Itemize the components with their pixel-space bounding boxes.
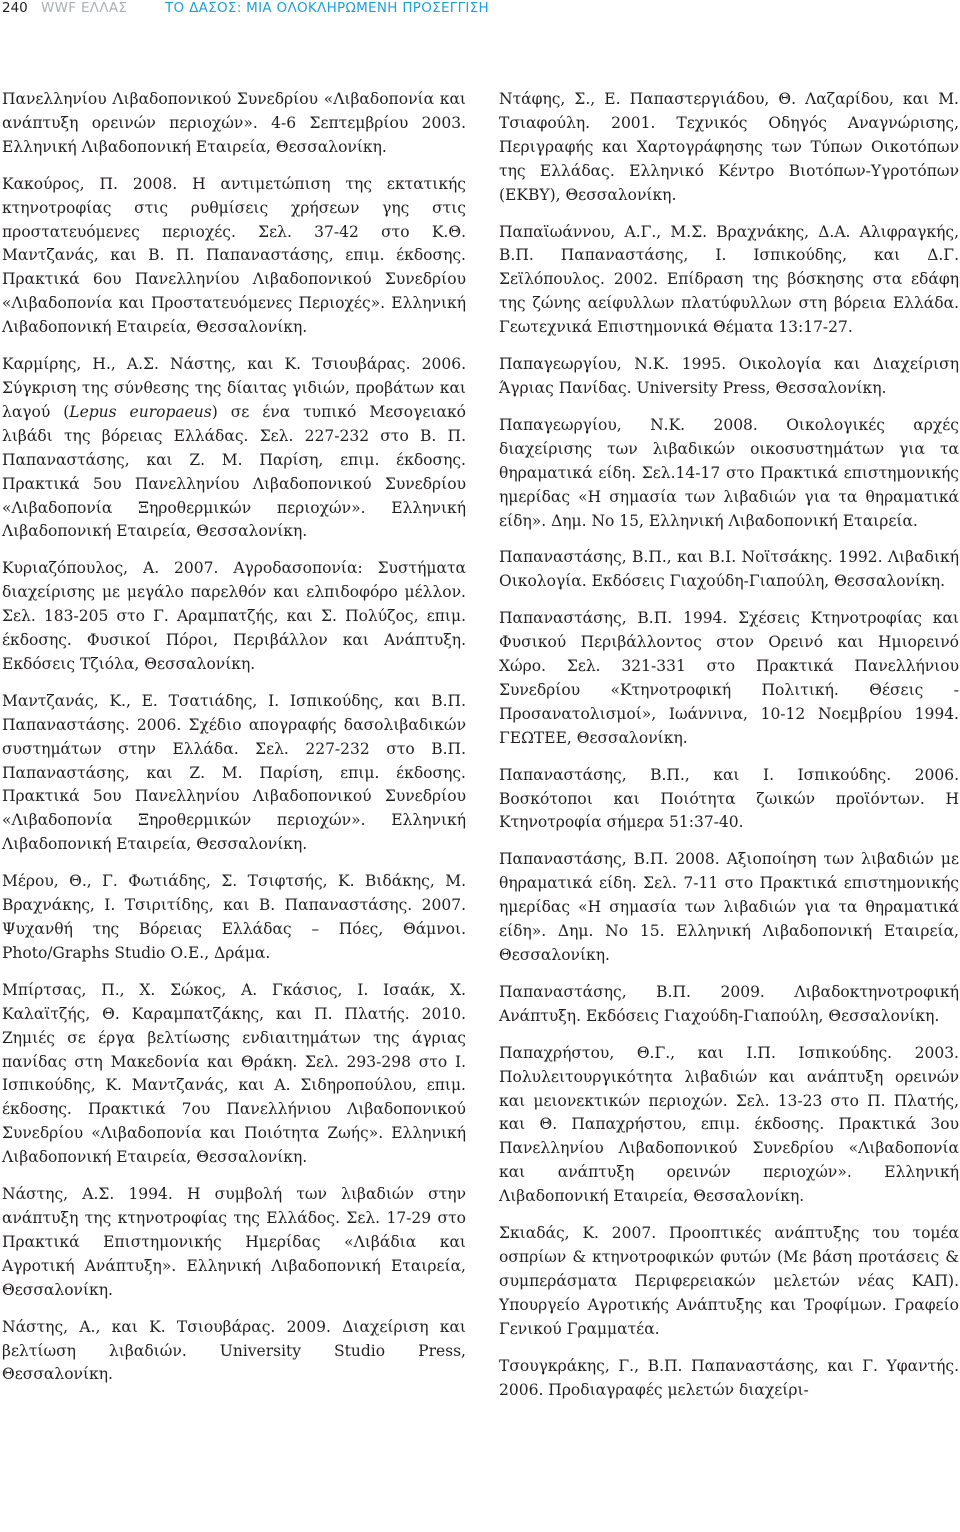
running-header — [0, 0, 960, 22]
reference-entry: Νάστης, Α.Σ. 1994. Η συμβολή των λιβαδιών στην ανάπτυξη της κτηνοτροφίας της Ελλάδος. Σελ. 17-29 στο Πρακτικά Επιστημονικής Ημερίδας «Λιβάδια και Αγροτική Ανάπτυξη». Ελληνική Λιβαδοπονική Εταιρεία, Θεσσαλονίκη. — [2, 1185, 466, 1299]
page-number: 240 — [2, 0, 28, 16]
reference-text: Καρμίρης, Η., Α.Σ. Νάστης, και Κ. Τσιουβάρας. 2006. Σύγκριση της σύνθεσης της δίαιτας γιδιών, προβάτων και λαγού ( — [2, 355, 466, 421]
reference-entry: Ντάφης, Σ., Ε. Παπαστεργιάδου, Θ. Λαζαρίδου, και Μ. Τσιαφούλη. 2001. Τεχνικός Οδηγός Αναγνώρισης, Περιγραφής και Χαρτογράφησης των Τύπων Οικοτόπων της Ελλάδας. Ελληνικό Κέντρο Βιοτόπων-Υγροτόπων (ΕΚΒΥ), Θεσσαλονίκη. — [499, 90, 959, 204]
reference-entry: Κακούρος, Π. 2008. Η αντιμετώπιση της εκτατικής κτηνοτροφίας στις ρυθμίσεις χρήσεων γης στις προστατευόμενες περιοχές. Σελ. 37-42 στο Κ.Θ. Μαντζανάς, και Β. Π. Παπαναστάσης, επιμ. έκδοσης. Πρακτικά 6ου Πανελληνίου Λιβαδοπονικού Συνεδρίου «Λιβαδοπονία και Προστατευόμενες Περιοχές». Ελληνική Λιβαδοπονική Εταιρεία, Θεσσαλονίκη. — [2, 174, 466, 337]
reference-entry: Νάστης, Α., και Κ. Τσιουβάρας. 2009. Διαχείριση και βελτίωση λιβαδιών. University Studio Press, Θεσσαλονίκη. — [2, 1317, 466, 1384]
reference-entry: Τσουγκράκης, Γ., Β.Π. Παπαναστάσης, και Γ. Υφαντής. 2006. Προδιαγραφές μελετών διαχείρι- — [499, 1356, 959, 1399]
reference-entry: Παπαχρήστου, Θ.Γ., και Ι.Π. Ισπικούδης. 2003. Πολυλειτουργικότητα λιβαδιών και ανάπτυξη ορεινών και μειονεκτικών περιοχών. Σελ. 13-23 στο Π. Πλατής, και Θ. Παπαχρήστου, επιμ. έκδοσης. Πρακτικά 3ου Πανελληνίου Λιβαδοπονικού Συνεδρίου «Λιβαδοπονία και ανάπτυξη ορεινών περιοχών». Ελληνική Λιβαδοπονική Εταιρεία, Θεσσαλονίκη. — [499, 1043, 959, 1206]
reference-entry: Παπαγεωργίου, Ν.Κ. 1995. Οικολογία και Διαχείριση Άγριας Πανίδας. University Press, Θεσσαλονίκη. — [499, 355, 959, 397]
reference-entry: Παπαγεωργίου, Ν.Κ. 2008. Οικολογικές αρχές διαχείρισης των λιβαδικών οικοσυστημάτων για τα θηραματικά είδη. Σελ.14-17 στο Πρακτικά επιστημονικής ημερίδας «Η σημασία των λιβαδιών για τα θηραματικά είδη». Δημ. Νο 15, Ελληνική Λιβαδοπονική Εταιρεία. — [499, 415, 959, 530]
reference-entry: Μαντζανάς, Κ., Ε. Τσατιάδης, Ι. Ισπικούδης, και Β.Π. Παπαναστάσης. 2006. Σχέδιο απογραφής δασολιβαδικών συστημάτων στην Ελλάδα. Σελ. 227-232 στο Β.Π. Παπαναστάσης, και Ζ. Μ. Παρίση, επιμ. έκδοσης. Πρακτικά 5ου Πανελληνίου Λιβαδοπονικού Συνεδρίου «Λιβαδοπονία Ξηροθερμικών περιοχών». Ελληνική Λιβαδοπονική Εταιρεία, Θεσσαλονίκη. — [2, 691, 466, 854]
reference-entry: Πανελληνίου Λιβαδοπονικού Συνεδρίου «Λιβαδοπονία και ανάπτυξη ορεινών περιοχών». 4-6 Σεπτεμβρίου 2003. Ελληνική Λιβαδοπονική Εταιρεία, Θεσσαλονίκη. — [2, 90, 466, 156]
reference-entry: Παπαναστάσης, Β.Π. 1994. Σχέσεις Κτηνοτροφίας και Φυσικού Περιβάλλοντος στον Ορεινό και Ημιορεινό Χώρο. Σελ. 321-331 στο Πρακτικά Πανελλήνιου Συνεδρίου «Κτηνοτροφική Πολιτική. Θέσεις - Προσανατολισμοί», Ιωάννινα, 10-12 Νοεμβρίου 1994. ΓΕΩΤΕΕ, Θεσσαλονίκη. — [499, 609, 959, 747]
left-column — [2, 88, 466, 1400]
reference-entry: Παπαναστάσης, Β.Π., και Ι. Ισπικούδης. 2006. Βοσκότοποι και Ποιότητα ζωικών προϊόντων. Η Κτηνοτροφία σήμερα 51:37-40. — [499, 765, 959, 832]
reference-entry: Σκιαδάς, Κ. 2007. Προοπτικές ανάπτυξης του τομέα οσπρίων & κτηνοτροφικών φυτών (Με βάση προτάσεις & συμπεράσματα Περιφερειακών μελετών νέας ΚΑΠ). Υπουργείο Αγροτικής Ανάπτυξης και Τροφίμων. Γραφείο Γενικού Γραμματέα. — [499, 1224, 959, 1338]
species-name: Lepus europaeus — [69, 402, 212, 421]
reference-entry: Παπαναστάσης, Β.Π. 2008. Αξιοποίηση των λιβαδιών με θηραματικά είδη. Σελ. 7-11 στο Πρακτικά επιστημονικής ημερίδας «Η σημασία των λιβαδιών για τα θηραματικά είδη». Δημ. Νο 15. Ελληνική Λιβαδοπονική Εταιρεία, Θεσσαλονίκη. — [499, 850, 959, 964]
reference-entry: Κυριαζόπουλος, Α. 2007. Αγροδασοπονία: Συστήματα διαχείρισης με μεγάλο παρελθόν και ελπιδοφόρο μέλλον. Σελ. 183-205 στο Γ. Αραμπατζής, και Σ. Πολύζος, επιμ. έκδοσης. Φυσικοί Πόροι, Περιβάλλον και Ανάπτυξη. Εκδόσεις Τζιόλα, Θεσσαλονίκη. — [2, 559, 466, 673]
right-column — [499, 88, 959, 1415]
reference-entry: Παπαϊωάννου, Α.Γ., Μ.Σ. Βραχνάκης, Δ.Α. Αλιφραγκής, Β.Π. Παπαναστάσης, Ι. Ισπικούδης, και Δ.Γ. Σεϊλόπουλος. 2002. Επίδραση της βόσκησης στα εδάφη της ζώνης αείφυλλων πλατύφυλλων στη βόρεια Ελλάδα. Γεωτεχνικά Επιστημονικά Θέματα 13:17-27. — [499, 222, 959, 337]
book-title: ΤΟ ΔΑΣΟΣ: ΜΙΑ ΟΛΟΚΛΗΡΩΜΕΝΗ ΠΡΟΣΕΓΓΙΣΗ — [165, 0, 489, 16]
reference-text: ) σε ένα τυπικό Μεσογειακό λιβάδι της βόρειας Ελλάδας. Σελ. 227-232 στο Β. Π. Παπαναστάσης, και Ζ. Μ. Παρίση, επιμ. έκδοσης. Πρακτικά 5ου Πανελληνίου Λιβαδοπονικού Συνεδρίου «Λιβαδοπονία Ξηροθερμικών περιοχών». Ελληνική Λιβαδοπονική Εταιρεία, Θεσσαλονίκη. — [2, 402, 466, 541]
reference-entry: Μπίρτσας, Π., Χ. Σώκος, Α. Γκάσιος, Ι. Ισαάκ, Χ. Καλαϊτζής, Θ. Καραμπατζάκης, και Π. Πλατής. 2010. Ζημιές σε έργα βελτίωσης ενδιαιτημάτων της άγριας πανίδας στη Μακεδονία και Θράκη. Σελ. 293-298 στο Ι. Ισπικούδης, Κ. Μαντζανάς, και Α. Σιδηροπούλου, επιμ. έκδοσης. Πρακτικά 7ου Πανελλήνιου Λιβαδοπονικού Συνεδρίου «Λιβαδοπονία και Ποιότητα Ζωής». Ελληνική Λιβαδοπονική Εταιρεία, Θεσσαλονίκη. — [2, 980, 466, 1167]
reference-entry: Μέρου, Θ., Γ. Φωτιάδης, Σ. Τσιφτσής, Κ. Βιδάκης, Μ. Βραχνάκης, Ι. Τσιριτίδης, και Β. Παπαναστάσης. 2007. Ψυχανθή της Βόρειας Ελλάδας – Πόες, Θάμνοι. Photo/Graphs Studio Ο.Ε., Δράμα. — [2, 872, 466, 962]
reference-entry: Παπαναστάσης, Β.Π., και Β.Ι. Νοϊτσάκης. 1992. Λιβαδική Οικολογία. Εκδόσεις Γιαχούδη-Γιαπούλη, Θεσσαλονίκη. — [499, 548, 959, 591]
reference-entry — [2, 353, 466, 544]
reference-entry: Παπαναστάσης, Β.Π. 2009. Λιβαδοκτηνοτροφική Ανάπτυξη. Εκδόσεις Γιαχούδη-Γιαπούλη, Θεσσαλονίκη. — [499, 982, 959, 1025]
publisher-name: WWF ΕΛΛΑΣ — [41, 0, 128, 16]
